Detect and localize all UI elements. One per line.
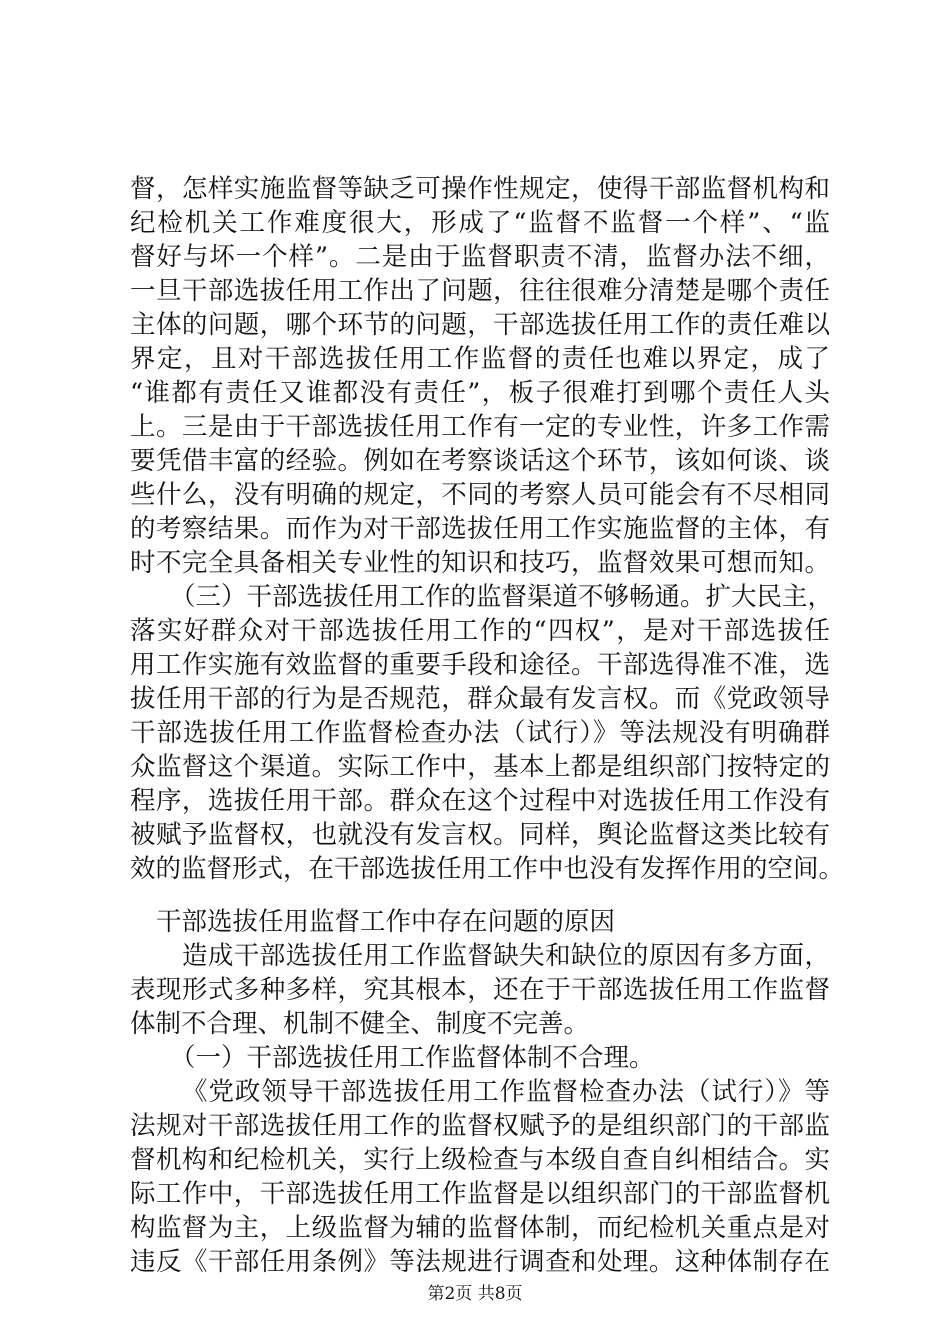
text-line: 要凭借丰富的经验。例如在考察谈话这个环节，该如何谈、谈	[130, 446, 830, 476]
text-line: 用工作实施有效监督的重要手段和途径。干部选得准不准，选	[130, 650, 830, 680]
text-line: 的考察结果。而作为对干部选拔任用工作实施监督的主体，有	[130, 514, 830, 544]
text-line: 效的监督形式，在干部选拔任用工作中也没有发挥作用的空间。	[130, 854, 845, 884]
text-line: 干部选拔任用工作监督检查办法（试行）》等法规没有明确群	[130, 718, 830, 748]
text-line: 时不完全具备相关专业性的知识和技巧，监督效果可想而知。	[130, 548, 830, 578]
text-line: 督，怎样实施监督等缺乏可操作性规定，使得干部监督机构和	[130, 174, 830, 204]
text-line: 一旦干部选拔任用工作出了问题，往往很难分清楚是哪个责任	[130, 276, 830, 306]
page-number-footer: 第2页 共8页	[427, 1284, 523, 1304]
section-heading-inline: （三）干部选拔任用工作的监督渠道不够畅通。扩大民主，	[170, 582, 834, 612]
text-line: 界定，且对干部选拔任用工作监督的责任也难以界定，成了	[130, 344, 830, 374]
text-line: 众监督这个渠道。实际工作中，基本上都是组织部门按特定的	[130, 752, 830, 782]
text-line: 纪检机关工作难度很大，形成了“监督不监督一个样”、“监	[130, 208, 830, 238]
text-line: 构监督为主，上级监督为辅的监督体制，而纪检机关重点是对	[130, 1213, 830, 1243]
subsection-title: （一）干部选拔任用工作监督体制不合理。	[170, 1043, 655, 1073]
text-line: 拔任用干部的行为是否规范，群众最有发言权。而《党政领导	[130, 684, 830, 714]
text-line: “谁都有责任又谁都没有责任”，板子很难打到哪个责任人头	[130, 378, 830, 408]
text-line: 程序，选拔任用干部。群众在这个过程中对选拔任用工作没有	[130, 786, 830, 816]
text-line: 体制不合理、机制不健全、制度不完善。	[130, 1009, 590, 1039]
text-line: 落实好群众对干部选拔任用工作的“四权”，是对干部选拔任	[130, 616, 830, 646]
text-line: 上。三是由于干部选拔任用工作有一定的专业性，许多工作需	[130, 412, 830, 442]
section-title: 干部选拔任用监督工作中存在问题的原因	[156, 907, 616, 937]
text-line: 法规对干部选拔任用工作的监督权赋予的是组织部门的干部监	[130, 1111, 830, 1141]
text-line: 督好与坏一个样”。二是由于监督职责不清，监督办法不细，	[130, 242, 830, 272]
text-line: 被赋予监督权，也就没有发言权。同样，舆论监督这类比较有	[130, 820, 830, 850]
text-line: 际工作中，干部选拔任用工作监督是以组织部门的干部监督机	[130, 1179, 830, 1209]
text-line: 《党政领导干部选拔任用工作监督检查办法（试行）》等	[182, 1077, 830, 1107]
text-line: 造成干部选拔任用工作监督缺失和缺位的原因有多方面，	[182, 941, 830, 971]
text-line: 主体的问题，哪个环节的问题，干部选拔任用工作的责任难以	[130, 310, 830, 340]
text-line: 督机构和纪检机关，实行上级检查与本级自查自纠相结合。实	[130, 1145, 830, 1175]
text-line: 违反《干部任用条例》等法规进行调查和处理。这种体制存在	[130, 1247, 830, 1277]
text-line: 些什么，没有明确的规定，不同的考察人员可能会有不尽相同	[130, 480, 830, 510]
text-line: 表现形式多种多样，究其根本，还在于干部选拔任用工作监督	[130, 975, 830, 1005]
